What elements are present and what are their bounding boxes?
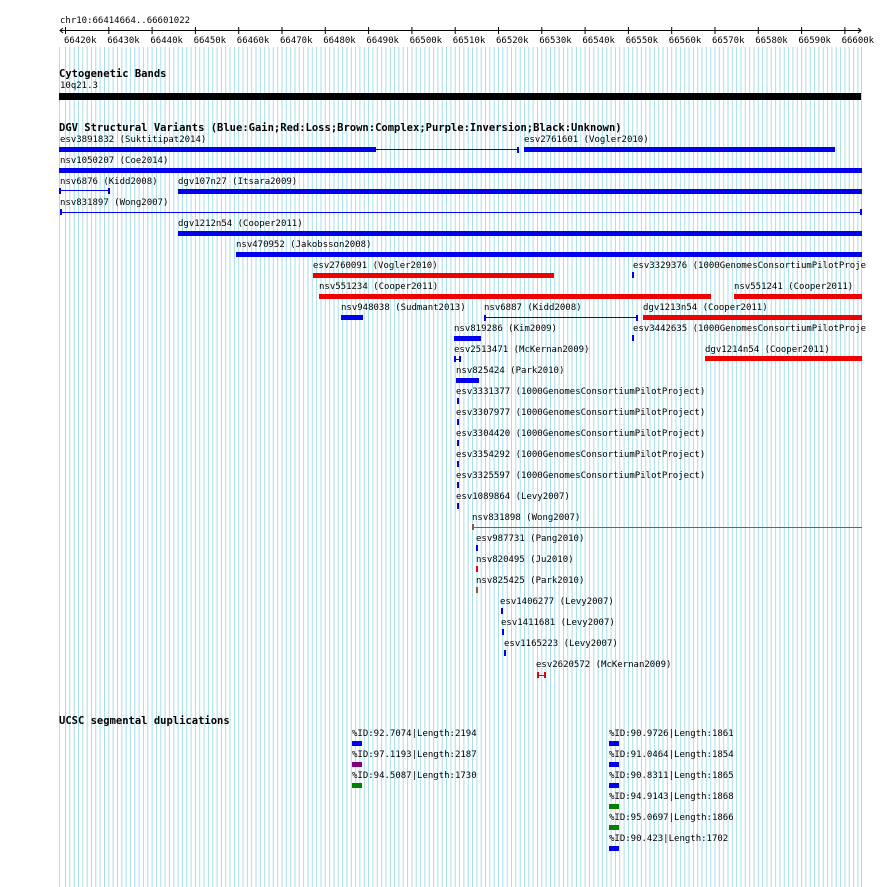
segdup-feature-label[interactable]: %ID:90.8311|Length:1865 — [609, 771, 734, 781]
dgv-feature-tick[interactable] — [457, 503, 459, 509]
ruler-tick-label: 66430k — [107, 36, 140, 46]
dgv-feature-label[interactable]: dgv1214n54 (Cooper2011) — [705, 345, 830, 355]
ruler-tick-label: 66530k — [539, 36, 572, 46]
segdup-feature-bar[interactable] — [609, 825, 619, 830]
dgv-feature-tick[interactable] — [457, 398, 459, 404]
dgv-feature-tick[interactable] — [544, 672, 546, 678]
dgv-feature-label[interactable]: nsv6887 (Kidd2008) — [484, 303, 582, 313]
track-title-cytobands[interactable]: Cytogenetic Bands — [59, 68, 167, 80]
dgv-feature-bar[interactable] — [341, 315, 363, 320]
dgv-feature-connector[interactable] — [376, 149, 519, 150]
dgv-feature-connector[interactable] — [485, 317, 637, 318]
dgv-feature-bar[interactable] — [178, 231, 862, 236]
dgv-feature-tick[interactable] — [504, 650, 506, 656]
dgv-feature-tick[interactable] — [502, 629, 504, 635]
dgv-feature-label[interactable]: esv1089864 (Levy2007) — [456, 492, 570, 502]
dgv-feature-tick[interactable] — [60, 209, 62, 215]
ruler-tick-label: 66470k — [280, 36, 313, 46]
ruler-tick-label: 66510k — [452, 36, 486, 46]
dgv-feature-tick[interactable] — [59, 188, 61, 194]
dgv-feature-tick[interactable] — [537, 672, 539, 678]
dgv-feature-bar[interactable] — [59, 168, 862, 173]
dgv-feature-bar[interactable] — [454, 336, 481, 341]
dgv-feature-tick[interactable] — [632, 272, 634, 278]
ruler-tick-label: 66570k — [712, 36, 745, 46]
segdup-feature-label[interactable]: %ID:90.9726|Length:1861 — [609, 729, 734, 739]
dgv-feature-tick[interactable] — [476, 545, 478, 551]
dgv-feature-tick[interactable] — [457, 440, 459, 446]
ruler-tick-label: 66440k — [150, 36, 183, 46]
dgv-feature-label[interactable]: esv3442635 (1000GenomesConsortiumPilotProje — [633, 324, 866, 334]
dgv-feature-label[interactable]: esv3304420 (1000GenomesConsortiumPilotProject) — [456, 429, 706, 439]
dgv-feature-connector[interactable] — [60, 212, 861, 213]
dgv-feature-label[interactable]: esv3891832 (Suktitipat2014) — [60, 135, 207, 145]
dgv-feature-label[interactable]: esv2760091 (Vogler2010) — [313, 261, 438, 271]
ruler-tick-label: 66520k — [496, 36, 529, 46]
dgv-feature-bar[interactable] — [319, 294, 711, 299]
ruler-tick-label: 66420k — [64, 36, 97, 46]
dgv-feature-label[interactable]: esv3329376 (1000GenomesConsortiumPilotProje — [633, 261, 866, 271]
dgv-feature-tick[interactable] — [459, 356, 461, 362]
track-title-segdup[interactable]: UCSC segmental duplications — [59, 715, 230, 727]
dgv-feature-bar[interactable] — [59, 147, 376, 152]
dgv-feature-label[interactable]: esv3307977 (1000GenomesConsortiumPilotProject) — [456, 408, 706, 418]
dgv-feature-bar[interactable] — [643, 315, 862, 320]
segdup-feature-label[interactable]: %ID:97.1193|Length:2187 — [352, 750, 477, 760]
ruler-tick-label: 66580k — [755, 36, 788, 46]
dgv-feature-label[interactable]: nsv6876 (Kidd2008) — [60, 177, 158, 187]
dgv-feature-label[interactable]: esv3325597 (1000GenomesConsortiumPilotProject) — [456, 471, 706, 481]
segdup-feature-label[interactable]: %ID:95.0697|Length:1866 — [609, 813, 734, 823]
dgv-feature-bar[interactable] — [705, 356, 862, 361]
segdup-feature-bar[interactable] — [352, 762, 362, 767]
ruler-tick-label: 66500k — [409, 36, 443, 46]
ruler-tick-label: 66540k — [582, 36, 615, 46]
dgv-feature-tick[interactable] — [517, 147, 519, 153]
dgv-feature-label[interactable]: esv3331377 (1000GenomesConsortiumPilotProject) — [456, 387, 706, 397]
ruler-tick-label: 66460k — [236, 36, 270, 46]
dgv-feature-label[interactable]: esv1411681 (Levy2007) — [501, 618, 615, 628]
dgv-feature-tick[interactable] — [484, 315, 486, 321]
dgv-feature-label[interactable]: nsv1050207 (Coe2014) — [60, 156, 169, 166]
ruler-tick-label: 66560k — [668, 36, 702, 46]
dgv-feature-bar[interactable] — [734, 294, 862, 299]
dgv-feature-tick[interactable] — [632, 335, 634, 341]
dgv-feature-label[interactable]: nsv948038 (Sudmant2013) — [341, 303, 466, 313]
segdup-feature-label[interactable]: %ID:94.9143|Length:1868 — [609, 792, 734, 802]
dgv-feature-tick[interactable] — [454, 356, 456, 362]
segdup-feature-bar[interactable] — [609, 783, 619, 788]
dgv-feature-tick[interactable] — [476, 566, 478, 572]
track-title-dgv[interactable]: DGV Structural Variants (Blue:Gain;Red:Loss;Brown:Complex;Purple:Inversion;Black:Unknown) — [59, 122, 622, 134]
dgv-feature-label[interactable]: nsv820495 (Ju2010) — [476, 555, 574, 565]
dgv-feature-tick[interactable] — [501, 608, 503, 614]
dgv-feature-label[interactable]: esv1165223 (Levy2007) — [504, 639, 618, 649]
dgv-feature-tick[interactable] — [860, 209, 862, 215]
dgv-feature-bar[interactable] — [313, 273, 554, 278]
dgv-feature-label[interactable]: nsv551241 (Cooper2011) — [734, 282, 854, 292]
dgv-feature-tick[interactable] — [636, 315, 638, 321]
dgv-feature-label[interactable]: esv987731 (Pang2010) — [476, 534, 585, 544]
dgv-feature-bar[interactable] — [178, 189, 862, 194]
segdup-feature-bar[interactable] — [609, 846, 619, 851]
segdup-feature-label[interactable]: %ID:90.423|Length:1702 — [609, 834, 729, 844]
location-label: chr10:66414664..66601022 — [60, 16, 191, 26]
dgv-feature-label[interactable]: esv2513471 (McKernan2009) — [454, 345, 590, 355]
dgv-feature-label[interactable]: nsv825425 (Park2010) — [476, 576, 585, 586]
dgv-feature-label[interactable]: esv3354292 (1000GenomesConsortiumPilotProject) — [456, 450, 706, 460]
segdup-feature-label[interactable]: %ID:94.5087|Length:1730 — [352, 771, 477, 781]
dgv-feature-connector[interactable] — [473, 527, 862, 528]
dgv-feature-tick[interactable] — [457, 482, 459, 488]
cytoband-label: 10q21.3 — [60, 81, 98, 91]
dgv-feature-bar[interactable] — [456, 378, 479, 383]
dgv-feature-label[interactable]: nsv831897 (Wong2007) — [60, 198, 169, 208]
dgv-feature-label[interactable]: nsv819286 (Kim2009) — [454, 324, 557, 334]
ruler-tick-label: 66490k — [366, 36, 399, 46]
ruler-tick-label: 66600k — [841, 36, 875, 46]
ruler-tick-label: 66550k — [625, 36, 659, 46]
dgv-feature-connector[interactable] — [60, 190, 109, 191]
dgv-feature-label[interactable]: dgv1212n54 (Cooper2011) — [178, 219, 303, 229]
segdup-feature-label[interactable]: %ID:92.7074|Length:2194 — [352, 729, 477, 739]
segdup-feature-label[interactable]: %ID:91.0464|Length:1854 — [609, 750, 734, 760]
dgv-feature-tick[interactable] — [472, 524, 474, 530]
dgv-feature-label[interactable]: nsv551234 (Cooper2011) — [319, 282, 439, 292]
segdup-feature-bar[interactable] — [352, 741, 362, 746]
dgv-feature-label[interactable]: nsv825424 (Park2010) — [456, 366, 565, 376]
dgv-feature-label[interactable]: nsv470952 (Jakobsson2008) — [236, 240, 372, 250]
ruler-tick-label: 66590k — [798, 36, 831, 46]
dgv-feature-tick[interactable] — [457, 461, 459, 467]
dgv-feature-label[interactable]: esv2761601 (Vogler2010) — [524, 135, 649, 145]
dgv-feature-label[interactable]: dgv1213n54 (Cooper2011) — [643, 303, 768, 313]
dgv-feature-label[interactable]: nsv831898 (Wong2007) — [472, 513, 581, 523]
dgv-feature-label[interactable]: dgv107n27 (Itsara2009) — [178, 177, 298, 187]
dgv-feature-tick[interactable] — [457, 419, 459, 425]
segdup-feature-bar[interactable] — [609, 804, 619, 809]
dgv-feature-bar[interactable] — [524, 147, 835, 152]
segdup-feature-bar[interactable] — [609, 741, 619, 746]
ruler-tick-label: 66450k — [193, 36, 227, 46]
dgv-feature-bar[interactable] — [236, 252, 862, 257]
dgv-feature-tick[interactable] — [108, 188, 110, 194]
dgv-feature-label[interactable]: esv2620572 (McKernan2009) — [536, 660, 672, 670]
dgv-feature-label[interactable]: esv1406277 (Levy2007) — [500, 597, 614, 607]
segdup-feature-bar[interactable] — [352, 783, 362, 788]
dgv-feature-tick[interactable] — [476, 587, 478, 593]
segdup-feature-bar[interactable] — [609, 762, 619, 767]
ruler-tick-label: 66480k — [323, 36, 356, 46]
